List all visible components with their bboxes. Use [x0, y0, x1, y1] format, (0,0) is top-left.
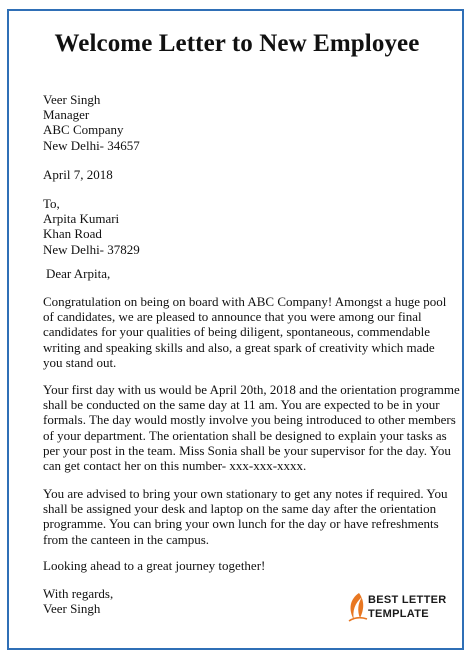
- salutation: [46, 266, 444, 281]
- paragraph-line: from the canteen in the campus.: [43, 531, 210, 547]
- signoff-text: With regards,: [43, 586, 114, 601]
- paragraph-line: of candidates, we are pleased to announce that you were among our final: [43, 309, 422, 325]
- recipient-to: To,: [43, 196, 60, 211]
- brand-logo: [346, 590, 456, 624]
- paragraph-line: Congratulation on being on board with ABC Company! Amongst a huge pool: [43, 294, 447, 309]
- paragraph-line: you stand out.: [43, 354, 117, 370]
- paragraph-line: You are advised to bring your own stationary to get any notes if required. You: [43, 486, 448, 501]
- sender-address: [43, 92, 441, 153]
- paragraph-line: writing and speaking skills and also, a great spark of creativity which made: [43, 339, 435, 355]
- paragraph-line: shall be assigned your desk and laptop on the same day after the orientation: [43, 501, 437, 517]
- page-title: Welcome Letter to New Employee: [54, 30, 420, 57]
- paragraph-line: per your post in the team. Miss Sonia shall be your supervisor for the day. You: [43, 442, 451, 458]
- sender-position: Manager: [43, 107, 90, 123]
- flame-swoosh-icon: [346, 591, 368, 623]
- closing-line: [43, 558, 441, 573]
- paragraph-line: can get contact her on this number- xxx-xxx-xxxx.: [43, 458, 307, 474]
- sender-name: Veer Singh: [43, 92, 101, 107]
- paragraph-2: [43, 382, 460, 474]
- sender-company: ABC Company: [43, 122, 124, 138]
- sender-city: New Delhi- 34657: [43, 137, 140, 153]
- closing-text: Looking ahead to a great journey together!: [43, 558, 266, 573]
- recipient-address: [43, 196, 441, 257]
- paragraph-line: of your department. The orientation shall be designed to explain your tasks as: [43, 427, 447, 443]
- paragraph-line: shall be conducted on the same day at 11 am. You are expected to be in your: [43, 397, 440, 413]
- paragraph-line: formals. The day would mostly involve you being introduced to other members: [43, 412, 456, 428]
- paragraph-1: [43, 294, 447, 370]
- signature-name: Veer Singh: [43, 601, 101, 617]
- recipient-street: Khan Road: [43, 226, 102, 242]
- paragraph-line: candidates for your qualities of being diligent, spontaneous, commendable: [43, 324, 431, 340]
- recipient-name: Arpita Kumari: [43, 211, 120, 227]
- letter-date: [43, 167, 441, 182]
- paragraph-line: Your first day with us would be April 20th, 2018 and the orientation programme: [43, 382, 460, 397]
- logo-line-2: TEMPLATE: [368, 608, 429, 620]
- salutation-text: Dear Arpita,: [46, 266, 111, 281]
- date-text: April 7, 2018: [43, 167, 113, 182]
- paragraph-line: programme. You can bring your own lunch for the day or have refreshments: [43, 516, 439, 532]
- logo-wordmark: [368, 593, 446, 621]
- paragraph-3: [43, 486, 448, 547]
- recipient-city: New Delhi- 37829: [43, 241, 140, 257]
- logo-line-1: BEST LETTER: [368, 594, 447, 606]
